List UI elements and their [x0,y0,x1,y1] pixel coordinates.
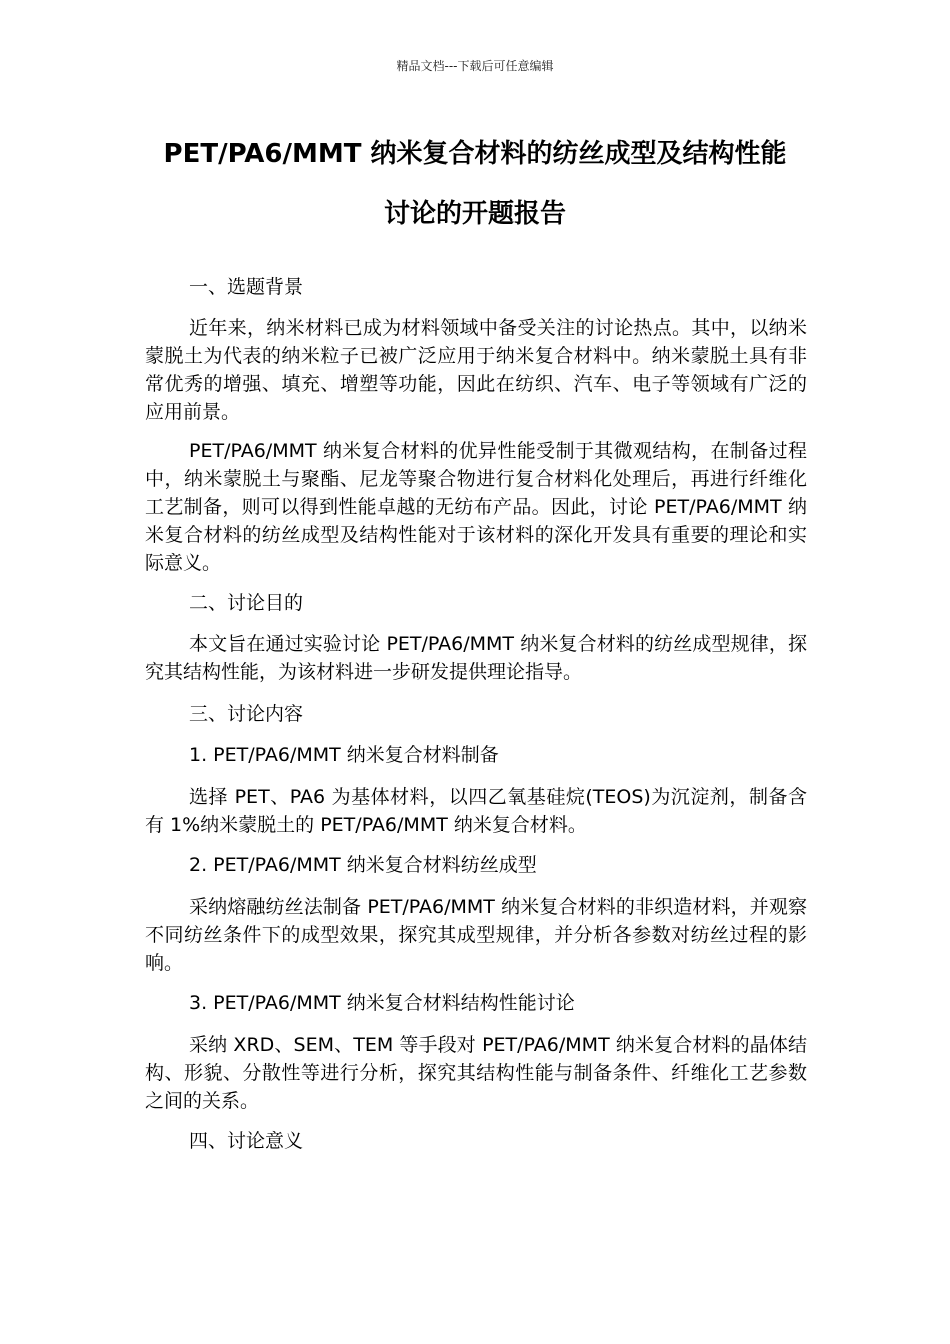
section-heading: 三、讨论内容 [189,703,304,725]
section-2-paragraph-block [145,630,807,686]
section-heading: 二、讨论目的 [189,592,304,614]
paragraph: PET/PA6/MMT 纳米复合材料的优异性能受制于其微观结构，在制备过程中，纳米蒙脱土与聚酯、尼龙等聚合物进行复合材料化处理后，再进行纤维化工艺制备，则可以得到性能卓越的无纺布产品。因此，讨论 PET/PA6/MMT 纳米复合材料的纺丝成型及结构性能对于该材料的深化开发具有重要的理论和实际意义。 [145,440,807,574]
section-1-paragraph-1-block [145,314,807,426]
section-1-paragraph-2-block [145,437,807,577]
subsection-heading: 1. PET/PA6/MMT 纳米复合材料制备 [189,744,499,766]
section-heading: 一、选题背景 [189,276,304,298]
paragraph: 采纳 XRD、SEM、TEM 等手段对 PET/PA6/MMT 纳米复合材料的晶体结构、形貌、分散性等进行分析，探究其结构性能与制备条件、纤维化工艺参数之间的关系。 [145,1034,807,1112]
paragraph: 选择 PET、PA6 为基体材料，以四乙氧基硅烷(TEOS)为沉淀剂，制备含有 1%纳米蒙脱土的 PET/PA6/MMT 纳米复合材料。 [145,786,807,836]
subsection-2-heading-block [145,851,807,879]
section-heading: 四、讨论意义 [189,1130,304,1152]
subsection-heading: 2. PET/PA6/MMT 纳米复合材料纺丝成型 [189,854,537,876]
document-title-line-1: PET/PA6/MMT 纳米复合材料的纺丝成型及结构性能 [163,139,787,169]
subsection-1-paragraph-block [145,783,807,839]
subsection-3-paragraph-block [145,1031,807,1115]
subsection-1-heading-block [145,741,807,769]
paragraph: 采纳熔融纺丝法制备 PET/PA6/MMT 纳米复合材料的非织造材料，并观察不同纺丝条件下的成型效果，探究其成型规律，并分析各参数对纺丝过程的影响。 [145,896,807,974]
section-4-heading-block [145,1127,807,1155]
subsection-heading: 3. PET/PA6/MMT 纳米复合材料结构性能讨论 [189,992,575,1014]
subsection-2-paragraph-block [145,893,807,977]
header-note: 精品文档---下载后可任意编辑 [396,59,554,73]
paragraph: 本文旨在通过实验讨论 PET/PA6/MMT 纳米复合材料的纺丝成型规律，探究其结构性能，为该材料进一步研发提供理论指导。 [145,633,807,683]
document-title-line-2: 讨论的开题报告 [383,199,566,229]
section-2-heading-block [145,589,807,617]
section-3-heading-block [145,700,807,728]
paragraph: 近年来，纳米材料已成为材料领域中备受关注的讨论热点。其中，以纳米蒙脱土为代表的纳米粒子已被广泛应用于纳米复合材料中。纳米蒙脱土具有非常优秀的增强、填充、增塑等功能，因此在纺织、汽车、电子等领域有广泛的应用前景。 [145,317,807,423]
section-1-heading-block [145,273,807,301]
subsection-3-heading-block [145,989,807,1017]
